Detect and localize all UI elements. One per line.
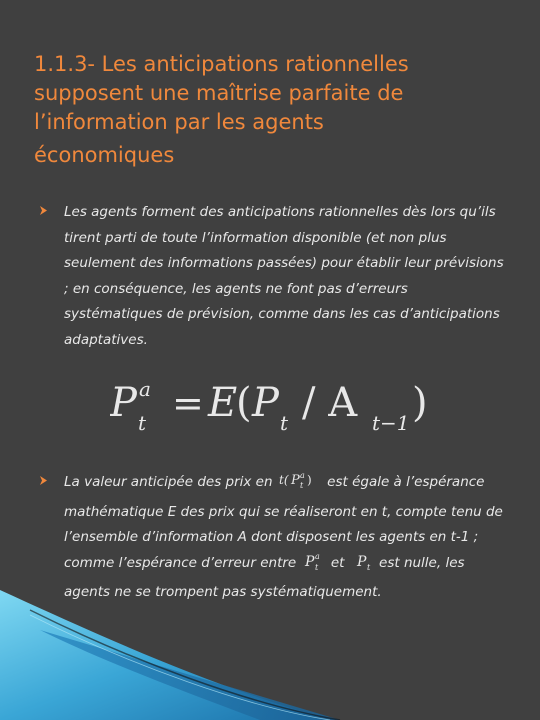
formula-slash: / A xyxy=(302,380,358,426)
formula-sub-tm1: t−1 xyxy=(372,411,410,435)
svg-text:P: P xyxy=(304,553,314,570)
bullet-2-part-1: La valeur anticipée des prix en xyxy=(64,474,273,490)
formula-equals: = xyxy=(172,381,204,425)
formula-E: E xyxy=(208,380,238,426)
svg-text:a: a xyxy=(314,551,320,561)
inline-math-anticipated-price xyxy=(277,470,323,500)
formula-sub-t2: t xyxy=(280,411,289,435)
svg-text:): ) xyxy=(306,473,312,487)
bullet-2-part-4: est nulle, les agents ne se trompent pas systématiquement. xyxy=(64,554,465,600)
formula-sup-a: a xyxy=(139,377,151,401)
title-line-2: supposent une maîtrise parfaite de xyxy=(34,81,404,105)
title-line-3: l’information par les agents xyxy=(34,110,324,134)
bullet-item-2 xyxy=(40,470,510,606)
formula-close-paren: ) xyxy=(412,380,428,426)
formula-open-paren: ( xyxy=(236,380,252,426)
svg-text:P: P xyxy=(290,473,300,488)
formula-P: P xyxy=(110,380,137,426)
decorative-corner-wave xyxy=(0,590,540,720)
inline-math-pt xyxy=(349,551,375,581)
svg-text:t: t xyxy=(299,481,304,490)
arrow-bullet-icon xyxy=(40,206,47,215)
bullet-item-1 xyxy=(40,200,510,353)
bullet-2-part-3: et xyxy=(330,554,345,571)
svg-text:t(: t( xyxy=(278,473,289,487)
slide-title xyxy=(34,50,504,170)
title-line-4: économiques xyxy=(34,143,175,167)
formula-P2: P xyxy=(252,380,279,426)
title-line-1: 1.1.3- Les anticipations rationnelles xyxy=(34,52,409,76)
bullet-2-part-2: est égale à l’espérance mathématique E des prix qui se réaliseront en t, compte tenu de l’ensemble d’information A dont disposent les agents en t-1 ; comme l’espérance d’erreur entre xyxy=(64,474,503,571)
svg-text:t: t xyxy=(366,562,370,571)
bullet-text-1: Les agents forment des anticipations rationnelles dès lors qu’ils tirent parti de toute l’information disponible (et non plus seulement des informations passées) pour établir leur prévisions ; en conséquence, les agents ne font pas d’erreurs systématiques de prévision, comme dans les cas d’anticipations adaptatives. xyxy=(64,204,504,348)
bullet-text-2 xyxy=(64,470,510,606)
svg-text:t: t xyxy=(314,562,318,571)
expectation-formula xyxy=(110,370,440,440)
inline-math-pta xyxy=(301,551,327,581)
formula-sub-t: t xyxy=(138,411,147,435)
svg-text:a: a xyxy=(299,471,305,480)
arrow-bullet-icon xyxy=(40,476,47,485)
svg-text:P: P xyxy=(356,553,367,570)
